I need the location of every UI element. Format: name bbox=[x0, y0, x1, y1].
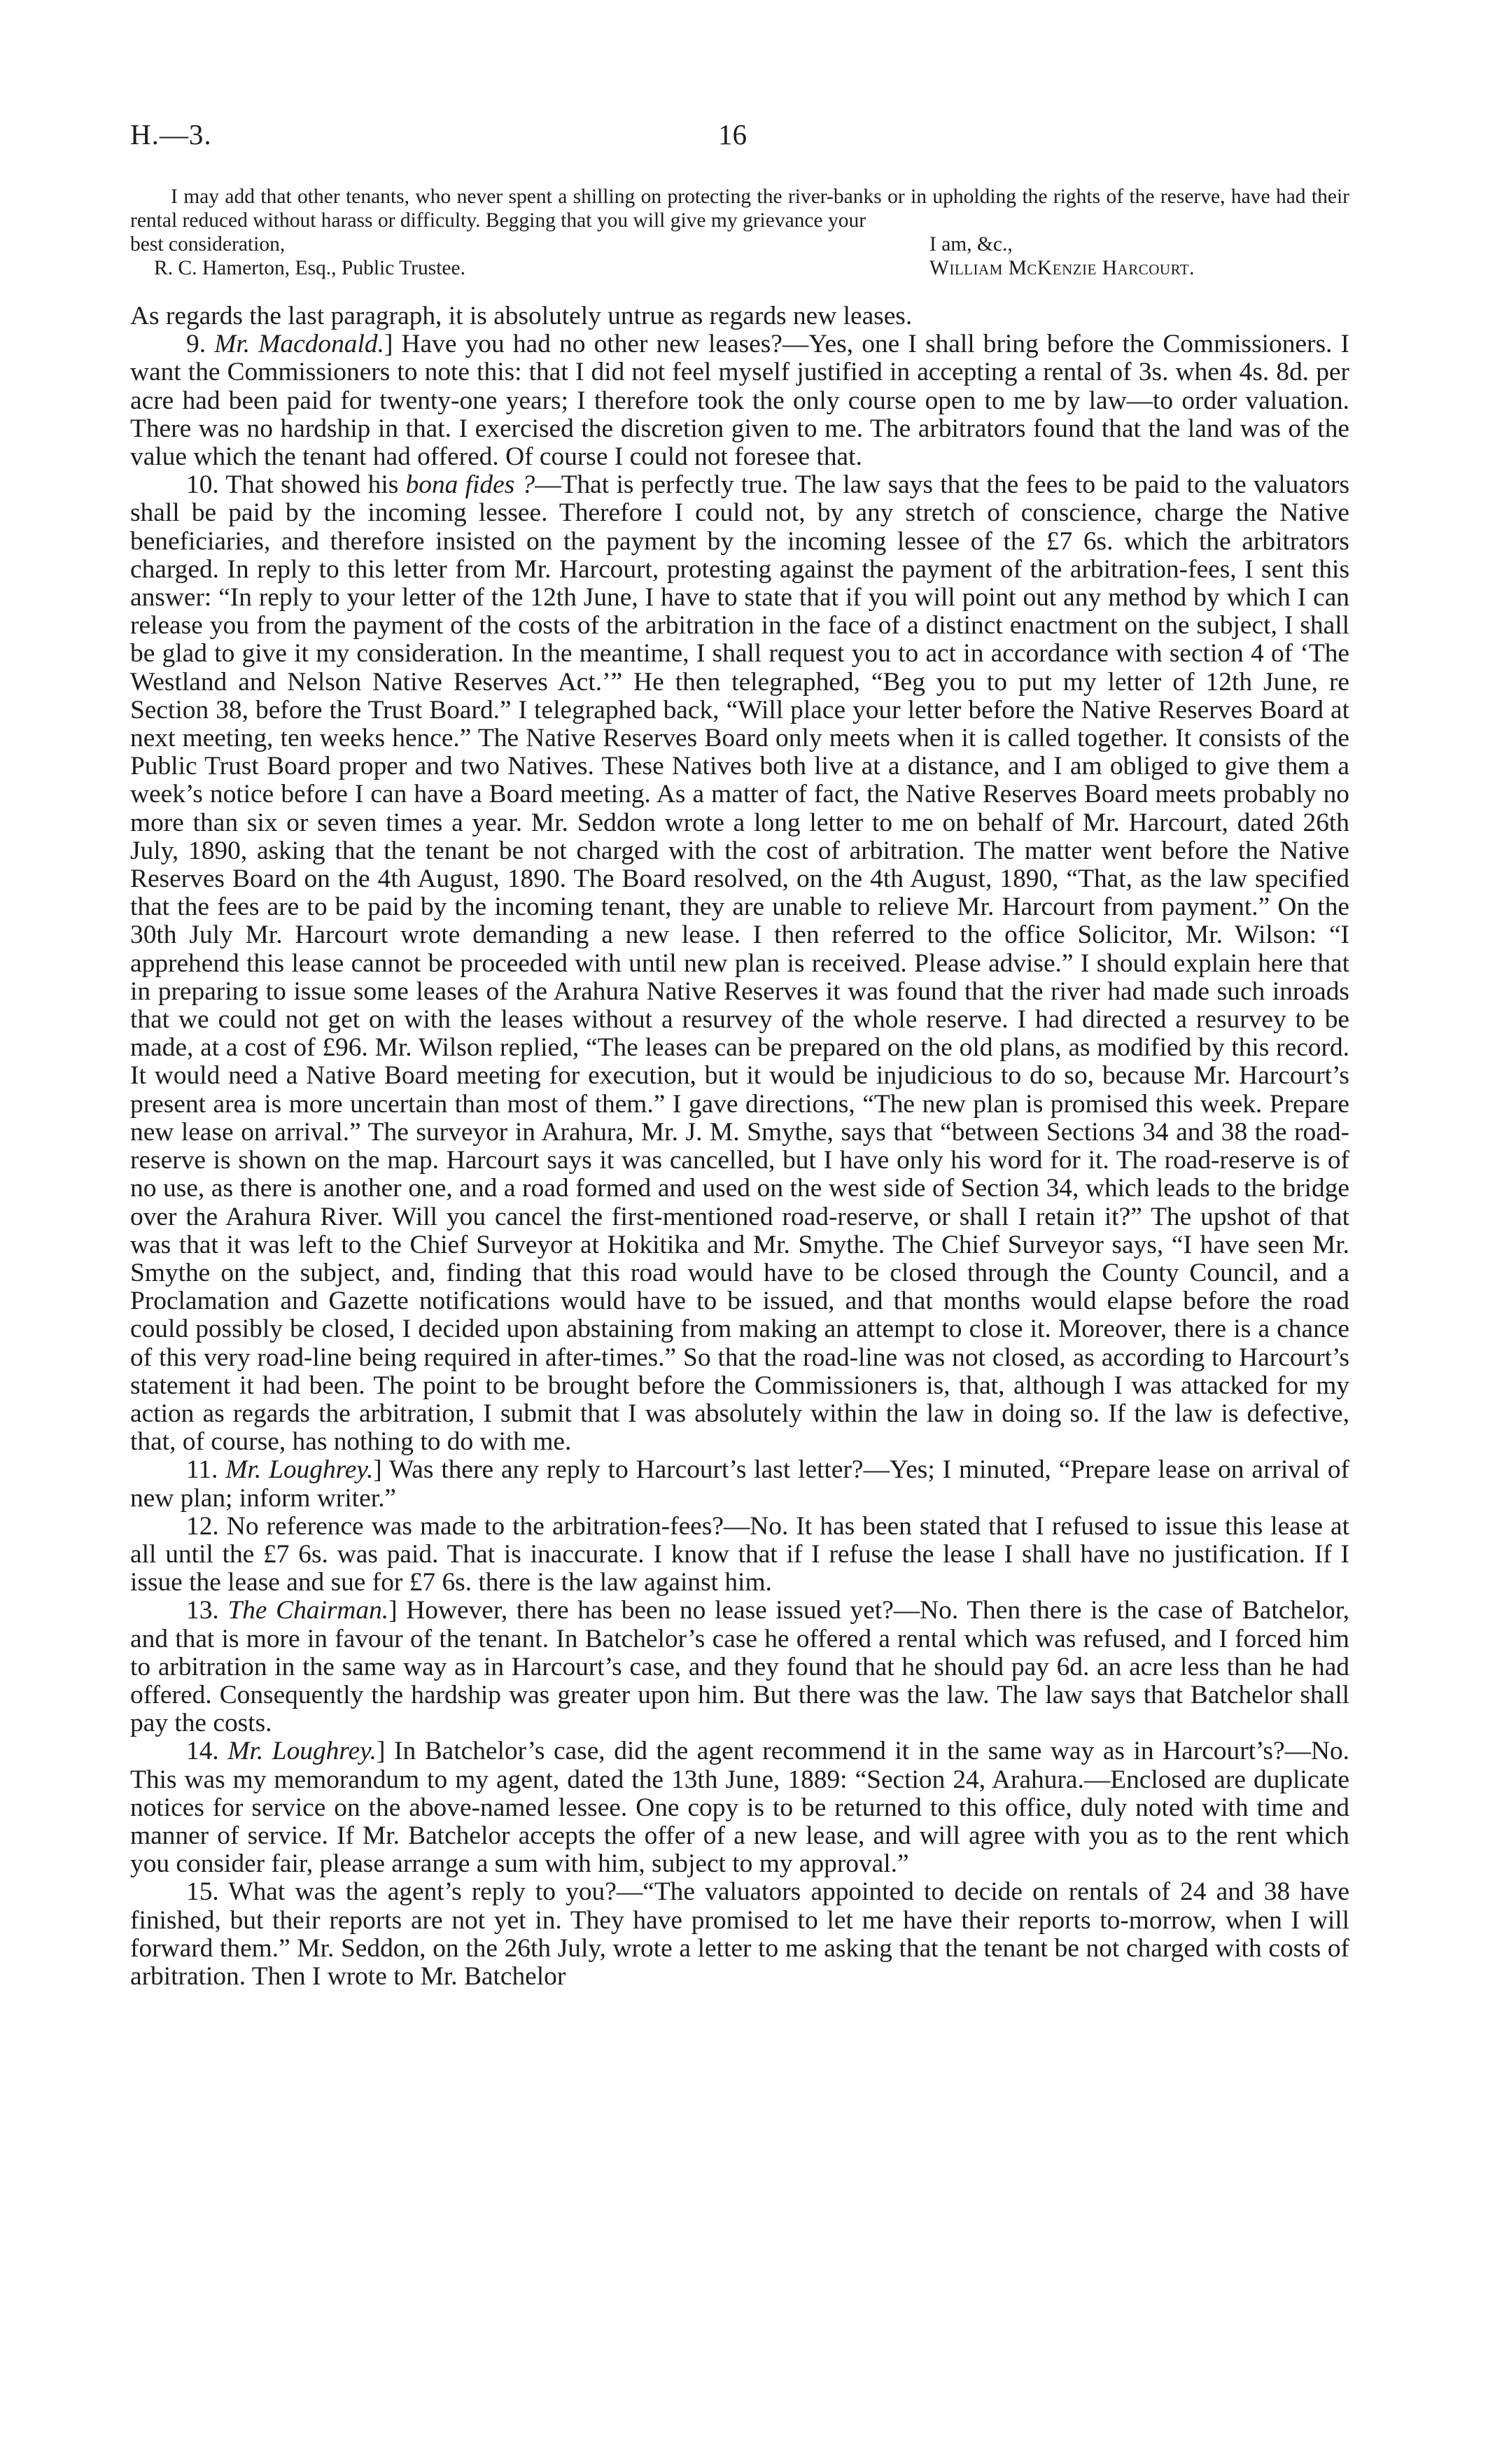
speaker-name: Mr. Loughrey. bbox=[225, 1455, 374, 1485]
paragraph bbox=[130, 471, 1349, 1456]
document-reference: H.—3. bbox=[130, 118, 212, 150]
letter-signature-row bbox=[130, 256, 1349, 280]
letter-closing-right: I am, &c., bbox=[929, 233, 1013, 255]
letter-closing-left: best consideration, bbox=[130, 233, 286, 255]
paragraph-text: ] In Batchelor’s case, did the agent recommend it in the same way as in Harcourt’s?—No. This was my memorandum to my agent, dated the 13th June, 1889: “Section 24, Arahura.—Enclosed are duplicate notices for service on the above-named lessee. One copy is to be returned to this office, duly noted with time and manner of service. If Mr. Batchelor accepts the offer of a new lease, and will agree with you as to the rent which you consider fair, please arrange a sum with him, subject to my approval.” bbox=[130, 1737, 1350, 1879]
paragraph-lead: 11. bbox=[186, 1455, 226, 1485]
paragraph-text: As regards the last paragraph, it is absolutely untrue as regards new leases. bbox=[130, 302, 913, 330]
page-header bbox=[130, 118, 1348, 160]
paragraph bbox=[130, 1737, 1349, 1878]
speaker-name: Mr. Loughrey. bbox=[227, 1737, 377, 1766]
speaker-name: The Chairman. bbox=[227, 1596, 389, 1625]
document-body bbox=[130, 302, 1349, 1991]
letter-closing-row bbox=[130, 232, 1349, 256]
paragraph-lead: 13. bbox=[186, 1596, 228, 1625]
page-number: 16 bbox=[718, 118, 747, 150]
paragraph-text: ] However, there has been no lease issued yet?—No. Then there is the case of Batchelor, and that is more in favour of the tenant. In Batchelor’s case he offered a rental which was refused, and I forced him to arbitration in the same way as in Harcourt’s case, and they found that he should pay 6d. an acre less than he had offered. Consequently the hardship was greater upon him. But there was the law. The law says that Batchelor shall pay the costs. bbox=[130, 1596, 1350, 1738]
paragraph-lead: 9. bbox=[186, 330, 215, 359]
paragraph-lead: 14. bbox=[186, 1737, 228, 1766]
paragraph bbox=[130, 1597, 1349, 1737]
paragraph-text: ] Have you had no other new leases?—Yes, one I shall bring before the Commissioners. I want the Commissioners to note this: that I did not feel myself justified in accepting a rental of 3s. when 4s. 8d. per acre had been paid for twenty-one years; I therefore took the only course open to me by law—to order valuation. There was no hardship in that. I exercised the discretion given to me. The arbitrators found that the land was of the value which the tenant had offered. Of course I could not foresee that. bbox=[130, 330, 1349, 472]
paragraph bbox=[130, 302, 1349, 330]
paragraph-text: —That is perfectly true. The law says that the fees to be paid to the valuators shall be paid by the incoming lessee. Therefore I could not, by any stretch of conscience, charge the Native beneficiaries, and therefore insisted on the payment by the incoming lessee of the £7 6s. which the arbitrators charged. In reply to this letter from Mr. Harcourt, protesting against the payment of the arbitration-fees, I sent this answer: “In reply to your letter of the 12th June, I have to state that if you will point out any method by which I can release you from the payment of the costs of the arbitration in the face of a distinct enactment on the subject, I shall be glad to give it my consideration. In the meantime, I shall request you to act in accordance with section 4 of ‘The Westland and Nelson Native Reserves Act.’” He then telegraphed, “Beg you to put my letter of 12th June, re Section 38, before the Trust Board.” I telegraphed back, “Will place your letter before the Native Reserves Board at next meeting, ten weeks hence.” The Native Reserves Board only meets when it is called together. It consists of the Public Trust Board proper and two Natives. These Natives both live at a distance, and I am obliged to give them a week’s notice before I can have a Board meeting. As a matter of fact, the Native Reserves Board meets probably no more than six or seven times a year. Mr. Seddon wrote a long letter to me on behalf of Mr. Harcourt, dated 26th July, 1890, asking that the tenant be not charged with the cost of arbitration. The matter went before the Native Reserves Board on the 4th August, 1890. The Board resolved, on the 4th August, 1890, “That, as the law specified that the fees are to be paid by the incoming tenant, they are unable to relieve Mr. Harcourt from payment.” On the 30th July Mr. Harcourt wrote demanding a new lease. I then referred to the office Solicitor, Mr. Wilson: “I apprehend this lease cannot be proceeded with until new plan is received. Please advise.” I should explain here that in preparing to issue some leases of the Arahura Native Reserves it was found that the river had made such inroads that we could not get on with the leases without a resurvey of the whole reserve. I had directed a resurvey to be made, at a cost of £96. Mr. Wilson replied, “The leases can be prepared on the old plans, as modified by this record. It would need a Native Board meeting for execution, but it would be injudicious to do so, because Mr. Harcourt’s present area is more uncertain than most of them.” I gave directions, “The new plan is promised this week. Prepare new lease on arrival.” The surveyor in Arahura, Mr. J. M. Smythe, says that “between Sections 34 and 38 the road-reserve is shown on the map. Harcourt says it was cancelled, but I have only his word for it. The road-reserve is of no use, as there is another one, and a road formed and used on the west side of Section 34, which leads to the bridge over the Arahura River. Will you cancel the first-mentioned road-reserve, or shall I retain it?” The upshot of that was that it was left to the Chief Surveyor at Hokitika and Mr. Smythe. The Chief Surveyor says, “I have seen Mr. Smythe on the subject, and, finding that this road would have to be closed through the County Council, and a Proclamation and Gazette notifications would have to be issued, and that months would elapse before the road could possibly be closed, I decided upon abstaining from making an attempt to close it. Moreover, there is a chance of this very road-line being required in after-times.” So that the road-line was not closed, as according to Harcourt’s statement it had been. The point to be brought before the Commissioners is, that, although I was attacked for my action as regards the arbitration, I submit that I was absolutely within the law in doing so. If the law is defective, that, of course, has nothing to do with me. bbox=[130, 470, 1350, 1457]
paragraph bbox=[130, 1878, 1349, 1991]
paragraph-text: 12. No reference was made to the arbitration-fees?—No. It has been stated that I refused to issue this lease at all until the £7 6s. was paid. That is inaccurate. I know that if I refuse the lease I shall have no justification. If I issue the lease and sue for £7 6s. there is the law against him. bbox=[130, 1511, 1349, 1597]
letter-closing-text: I may add that other tenants, who never spent a shilling on protecting the river-banks or in upholding the rights of the reserve, have had their rental reduced without harass or difficulty. Begging that you will give my grievance your bbox=[130, 186, 1349, 232]
italic-phrase: bona fides ? bbox=[405, 470, 535, 500]
quoted-letter bbox=[130, 185, 1349, 280]
paragraph-lead: 10. That showed his bbox=[186, 470, 406, 500]
paragraph bbox=[130, 1513, 1349, 1597]
paragraph-text: 15. What was the agent’s reply to you?—“The valuators appointed to decide on rentals of 24 and 38 have finished, but their reports are not yet in. They have promised to let me have their reports to-morrow, when I will forward them.” Mr. Seddon, on the 26th July, wrote a letter to me asking that the tenant be not charged with costs of arbitration. Then I wrote to Mr. Batchelor bbox=[130, 1877, 1349, 1991]
paragraph-text: ] Was there any reply to Harcourt’s last letter?—Yes; I minuted, “Prepare lease on arrival of new plan; inform writer.” bbox=[130, 1455, 1349, 1513]
speaker-name: Mr. Macdonald. bbox=[214, 330, 384, 359]
letter-signature: William McKenzie Harcourt. bbox=[929, 257, 1195, 279]
paragraph bbox=[130, 1456, 1349, 1512]
letter-addressee: R. C. Hamerton, Esq., Public Trustee. bbox=[154, 257, 465, 279]
paragraph bbox=[130, 330, 1349, 471]
